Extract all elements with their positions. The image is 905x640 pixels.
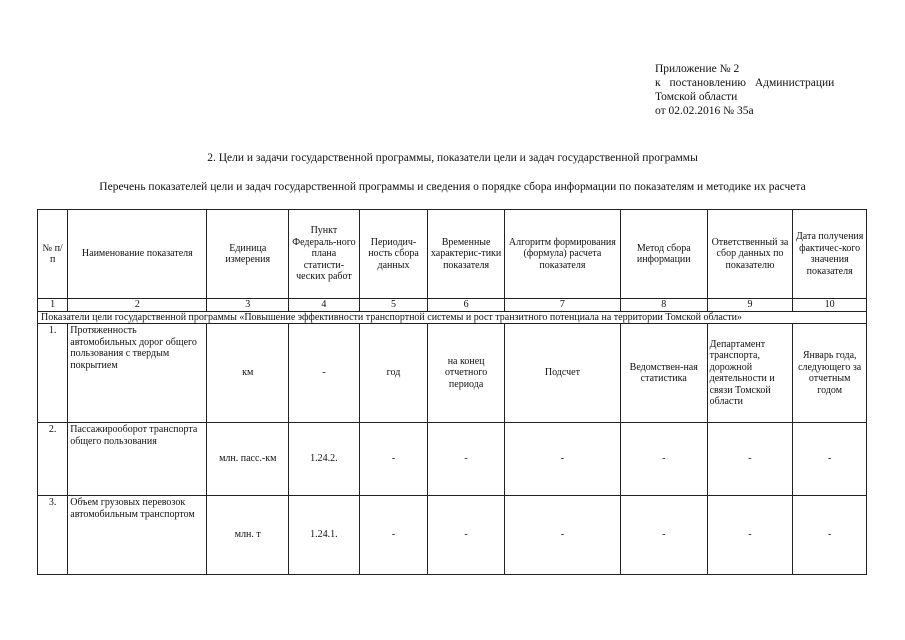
- appendix-resolution: к постановлению Администрации: [655, 77, 835, 89]
- column-number: 5: [359, 299, 428, 312]
- section-row: [38, 311, 867, 324]
- section-heading: 2. Цели и задачи государственной программы, показатели цели и задач государственной программы: [207, 152, 698, 164]
- header-cell: Единица измерения: [207, 210, 289, 299]
- collection-method-cell: -: [620, 496, 707, 575]
- plan-item-cell: 1.24.1.: [289, 496, 360, 575]
- responsible-cell: Департамент транспорта, дорожной деятельности и связи Томской области: [707, 324, 793, 423]
- column-number: 10: [793, 299, 867, 312]
- indicator-name: Пассажирооборот транспорта общего пользования: [68, 423, 207, 496]
- header-cell: Дата получения фактичес-кого значения показателя: [793, 210, 867, 299]
- responsible-cell: -: [707, 496, 793, 575]
- header-cell: Временные характерис-тики показателя: [428, 210, 505, 299]
- header-cell: Метод сбора информации: [620, 210, 707, 299]
- algorithm-cell: -: [504, 496, 620, 575]
- unit-cell: млн. пасс.-км: [207, 423, 289, 496]
- column-number: 3: [207, 299, 289, 312]
- column-number: 4: [289, 299, 360, 312]
- unit-cell: млн. т: [207, 496, 289, 575]
- collection-method-cell: Ведомствен-ная статистика: [620, 324, 707, 423]
- header-cell: Алгоритм формирования (формула) расчета показателя: [504, 210, 620, 299]
- header-cell: Ответственный за сбор данных по показателю: [707, 210, 793, 299]
- periodicity-cell: -: [359, 423, 428, 496]
- unit-cell: км: [207, 324, 289, 423]
- time-characteristics-cell: -: [428, 423, 505, 496]
- table-row: [38, 496, 867, 575]
- time-characteristics-cell: на конец отчетного периода: [428, 324, 505, 423]
- algorithm-cell: -: [504, 423, 620, 496]
- row-number: 3.: [38, 496, 68, 575]
- header-cell: Наименование показателя: [68, 210, 207, 299]
- algorithm-cell: Подсчет: [504, 324, 620, 423]
- column-number: 1: [38, 299, 68, 312]
- periodicity-cell: год: [359, 324, 428, 423]
- actual-date-cell: -: [793, 423, 867, 496]
- indicator-name: Протяженность автомобильных дорог общего пользования с твердым покрытием: [68, 324, 207, 423]
- row-number: 2.: [38, 423, 68, 496]
- column-number: 7: [504, 299, 620, 312]
- appendix-date: от 02.02.2016 № 35а: [655, 105, 754, 117]
- section-title: Показатели цели государственной программы «Повышение эффективности транспортной системы и рост транзитного потенциала на территории Томской области»: [38, 311, 867, 324]
- row-number: 1.: [38, 324, 68, 423]
- column-number: 6: [428, 299, 505, 312]
- column-number: 2: [68, 299, 207, 312]
- plan-item-cell: 1.24.2.: [289, 423, 360, 496]
- periodicity-cell: -: [359, 496, 428, 575]
- time-characteristics-cell: -: [428, 496, 505, 575]
- header-cell: Периодич-ность сбора данных: [359, 210, 428, 299]
- table-row: [38, 423, 867, 496]
- header-cell: № п/п: [38, 210, 68, 299]
- header-row: [38, 210, 867, 299]
- appendix-block: [655, 62, 834, 118]
- column-number: 8: [620, 299, 707, 312]
- appendix-title: Приложение № 2: [655, 63, 740, 75]
- table-row: [38, 324, 867, 423]
- responsible-cell: -: [707, 423, 793, 496]
- table-caption: Перечень показателей цели и задач государственной программы и сведения о порядке сбора информации по показателям и методике их расчета: [99, 181, 806, 193]
- actual-date-cell: -: [793, 496, 867, 575]
- indicators-table: [37, 209, 867, 575]
- plan-item-cell: -: [289, 324, 360, 423]
- appendix-region: Томской области: [655, 91, 738, 103]
- header-cell: Пункт Федераль-ного плана статисти-ческих работ: [289, 210, 360, 299]
- column-number: 9: [707, 299, 793, 312]
- indicator-name: Объем грузовых перевозок автомобильным транспортом: [68, 496, 207, 575]
- column-number-row: [38, 299, 867, 312]
- collection-method-cell: -: [620, 423, 707, 496]
- actual-date-cell: Январь года, следующего за отчетным годом: [793, 324, 867, 423]
